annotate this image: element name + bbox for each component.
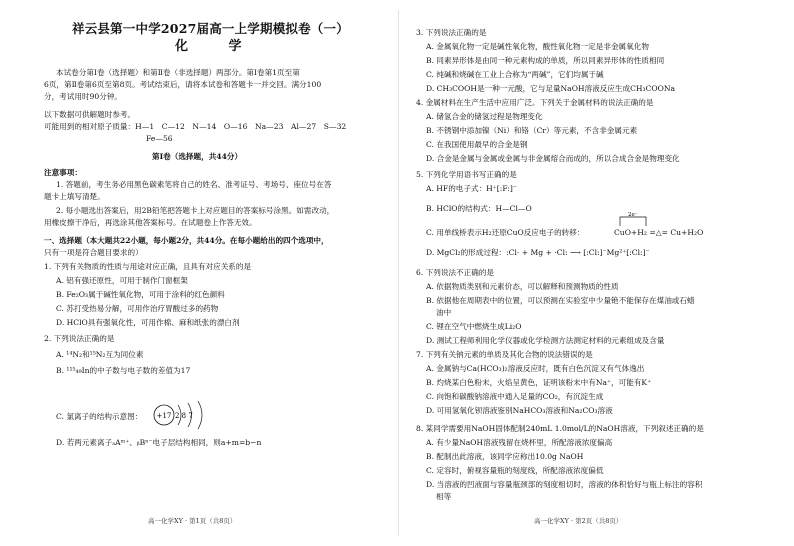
q6-option-a: A. 依据物质类别和元素价态，可以解释和预测物质的性质 bbox=[426, 282, 619, 291]
section-choice-head-2: 只有一项是符合题目要求的） bbox=[44, 248, 143, 257]
atomic-mass-line-2: Fe—56 bbox=[146, 134, 173, 143]
intro-line-3: 分，考试用时90分钟。 bbox=[44, 92, 123, 101]
q1-option-a: A. 铝有强还原性，可用于制作门窗框架 bbox=[56, 276, 188, 285]
q2-stem: 2. 下列说法正确的是 bbox=[44, 334, 115, 343]
note-2-line-2: 用橡皮擦干净后，再选涂其他答案标号。在试题卷上作答无效。 bbox=[44, 218, 257, 227]
q5-option-b: B. HClO的结构式：H—Cl—O bbox=[426, 204, 532, 213]
right-page bbox=[402, 0, 794, 546]
q1-stem: 1. 下列有关物质的性质与用途对应正确，且具有对应关系的是 bbox=[44, 262, 252, 271]
q5-option-d: D. MgCl₂的形成过程：:Cl· + Mg + ·Cl: ⟶ [:Cl:]⁻Mg²⁺[:Cl:]⁻ bbox=[426, 248, 650, 257]
note-1-line-1: 1. 答题前，考生务必用黑色碳素笔将自己的姓名、准考证号、考场号、座位号在答 bbox=[56, 180, 332, 189]
q2-option-d: D. 若两元素离子ₐAᵐ⁺、ᵦBⁿ⁻电子层结构相同，则a+m=b−n bbox=[56, 438, 262, 447]
q5-option-a: A. HF的电子式：H⁺[:F:]⁻ bbox=[426, 184, 517, 193]
q8-option-b: B. 配制出此溶液，该同学应称出10.0g NaOH bbox=[426, 452, 584, 461]
atomic-mass-line-1: 可能用到的相对原子质量：H—1 C—12 N—14 O—16 Na—23 Al—27 S—32 bbox=[44, 122, 347, 131]
q3-option-b: B. 同素异形体是由同一种元素构成的单质，所以同素异形体的性质相同 bbox=[426, 56, 665, 65]
q4-option-c: C. 在我国使用最早的合金是钢 bbox=[426, 140, 528, 149]
q1-option-b: B. Fe₂O₃属于碱性氧化物，可用于涂料的红色颜料 bbox=[56, 290, 225, 299]
electron-count-label: 2e⁻ bbox=[628, 212, 638, 218]
q5-stem: 5. 下列化学用语书写正确的是 bbox=[416, 170, 517, 179]
intro-line-2: 6页，第Ⅱ卷第6页至第8页。考试结束后，请将本试卷和答题卡一并交回。满分100 bbox=[44, 80, 322, 89]
electron-bridge-arrow bbox=[612, 212, 692, 228]
q6-option-c: C. 锂在空气中燃烧生成Li₂O bbox=[426, 322, 522, 331]
shell-arc-3 bbox=[198, 401, 202, 429]
q6-option-d: D. 测试工程师利用化学仪器或化学检测方法测定材料的元素组成及含量 bbox=[426, 336, 665, 345]
q5-equation: CuO+H₂ =△= Cu+H₂O bbox=[614, 228, 704, 237]
note-2-line-1: 2. 每小题选出答案后，用2B铅笔把答题卡上对应题目的答案标号涂黑。如需改动， bbox=[56, 206, 335, 215]
exam-subject: 化 学 bbox=[175, 39, 260, 54]
q6-option-b-cont: 油中 bbox=[436, 308, 452, 317]
left-footer: 高一化学XY · 第1页（共8页） bbox=[148, 517, 237, 525]
q8-stem: 8. 某同学需要用NaOH固体配制240mL 1.0mol/L的NaOH溶液，下列叙述正确的是 bbox=[416, 424, 704, 433]
shell-electrons: 2 8 7 bbox=[175, 412, 193, 420]
q2-option-b: B. ¹¹⁵₄₉In的中子数与电子数的差值为17 bbox=[56, 366, 191, 375]
q8-option-a: A. 有少量NaOH溶液残留在烧杯里，所配溶液浓度偏高 bbox=[426, 438, 613, 447]
section-1-title: 第Ⅰ卷（选择题，共44分） bbox=[152, 152, 243, 161]
exam-title: 祥云县第一中学2027届高一上学期模拟卷（一） bbox=[72, 21, 349, 36]
q4-stem: 4. 金属材料在生产生活中应用广泛。下列关于金属材料的说法正确的是 bbox=[416, 98, 654, 107]
q1-option-d: D. HClO具有强氧化性，可用作棉、麻和纸张的漂白剂 bbox=[56, 318, 240, 327]
q7-stem: 7. 下列有关钠元素的单质及其化合物的说法错误的是 bbox=[416, 350, 593, 359]
section-choice-head: 一、选择题（本大题共22小题，每小题2分，共44分。在每小题给出的四个选项中， bbox=[44, 236, 329, 245]
q4-option-a: A. 储氢合金的储氢过程是物理变化 bbox=[426, 112, 543, 121]
q7-option-d: D. 可用氢氧化钡溶液鉴别NaHCO₃溶液和Na₂CO₃溶液 bbox=[426, 406, 613, 415]
q1-option-c: C. 苏打受热易分解，可用作治疗胃酸过多的药物 bbox=[56, 304, 219, 313]
q3-stem: 3. 下列说法正确的是 bbox=[416, 28, 487, 37]
nucleus-charge: +17 bbox=[156, 412, 172, 420]
q3-option-a: A. 金属氧化物一定是碱性氧化物，酸性氧化物一定是非金属氧化物 bbox=[426, 42, 649, 51]
q7-option-a: A. 金属钠与Ca(HCO₃)₂溶液反应时，既有白色沉淀又有气体逸出 bbox=[426, 364, 645, 373]
note-1-line-2: 题卡上填写清楚。 bbox=[44, 192, 105, 201]
data-intro: 以下数据可供解题时参考。 bbox=[44, 110, 136, 119]
q7-option-b: B. 灼烧某白色粉末，火焰呈黄色，证明该粉末中有Na⁺，可能有K⁺ bbox=[426, 378, 652, 387]
q5-option-c: C. 用单线桥表示H₂还原CuO反应电子的转移： bbox=[426, 228, 585, 237]
q8-option-d-cont: 相等 bbox=[436, 492, 452, 501]
q2-option-a: A. ¹⁴N₂和¹⁵N₂互为同位素 bbox=[56, 350, 144, 359]
q8-option-c: C. 定容时，俯视容量瓶的刻度线，所配溶液浓度偏低 bbox=[426, 466, 604, 475]
notes-title: 注意事项： bbox=[44, 168, 82, 177]
q4-option-d: D. 合金是金属与金属或金属与非金属熔合而成的，所以合成合金是物理变化 bbox=[426, 154, 680, 163]
q7-option-c: C. 向饱和碳酸钠溶液中通入足量的CO₂，有沉淀生成 bbox=[426, 392, 604, 401]
chloride-structure-diagram bbox=[150, 398, 220, 432]
q6-stem: 6. 下列说法不正确的是 bbox=[416, 268, 495, 277]
q6-option-b: B. 依据他在周期表中的位置，可以预测在实验室中少量铯不能保存在煤油或石蜡 bbox=[426, 296, 695, 305]
q3-option-d: D. CH₃COOH是一种一元酸，它与足量NaOH溶液反应生成CH₃COONa bbox=[426, 84, 676, 93]
right-footer: 高一化学XY · 第2页（共8页） bbox=[534, 517, 623, 525]
q8-option-d: D. 当溶液的凹液面与容量瓶颈部的刻度相切时，溶液的体积恰好与瓶上标注的容积 bbox=[426, 480, 703, 489]
q4-option-b: B. 不锈钢中添加镍（Ni）和铬（Cr）等元素，不含非金属元素 bbox=[426, 126, 638, 135]
q3-option-c: C. 纯碱和烧碱在工业上合称为“两碱”，它们均属于碱 bbox=[426, 70, 604, 79]
q2-option-c: C. 氯离子的结构示意图： bbox=[56, 412, 143, 421]
intro-line-1: 本试卷分第Ⅰ卷（选择题）和第Ⅱ卷（非选择题）两部分。第Ⅰ卷第1页至第 bbox=[56, 68, 300, 77]
